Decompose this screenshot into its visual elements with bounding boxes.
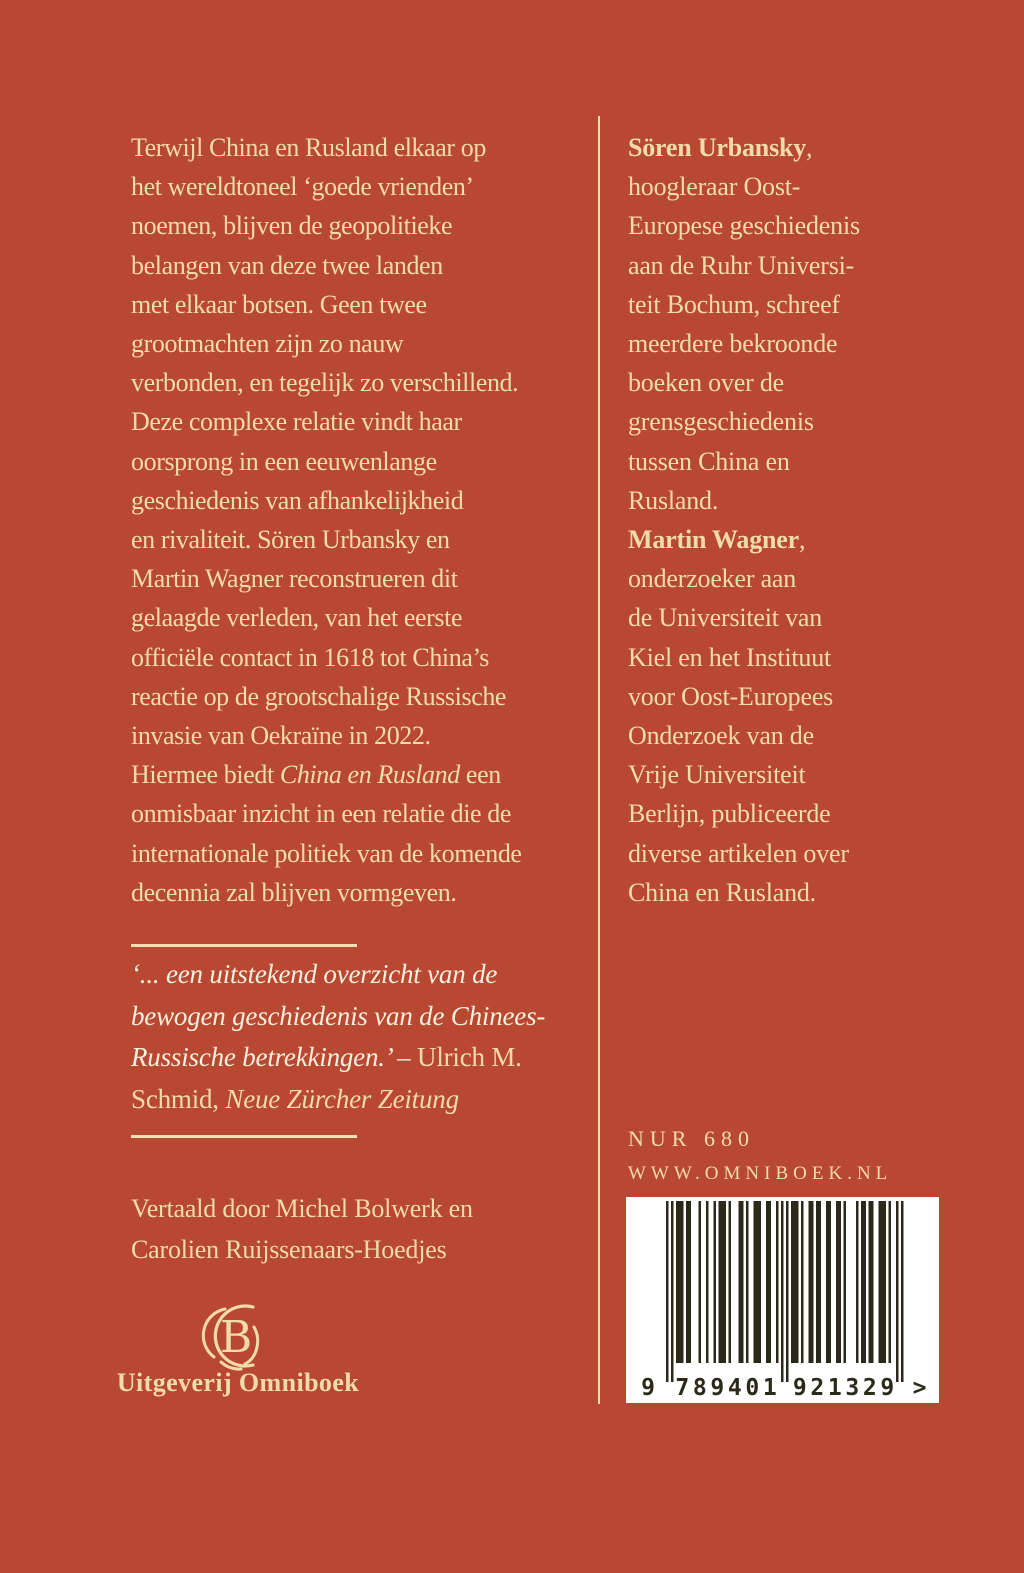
quote-rule-bottom (131, 1135, 357, 1138)
quote-line: bewogen geschiedenis van de Chinees- (131, 1000, 546, 1031)
quote-line: ‘... een uitstekend overzicht van de (131, 959, 498, 989)
translator-credit (131, 1188, 473, 1270)
quote-text: Russische betrekkingen.’ – (131, 1042, 418, 1072)
svg-text:2: 2 (862, 1375, 877, 1401)
blurb-line: belangen van deze twee landen (131, 250, 443, 280)
column-divider (598, 116, 600, 1404)
svg-text:9: 9 (710, 1375, 725, 1401)
translator-line: Vertaald door Michel Bolwerk en (131, 1194, 473, 1223)
svg-text:2: 2 (810, 1375, 825, 1401)
blurb-line: oorsprong in een eeuwenlange (131, 446, 437, 476)
blurb-line: internationale politiek van de komende (131, 838, 522, 868)
book-title-italic: China en Rusland (279, 760, 460, 790)
blurb-line: reactie op de grootschalige Russische (131, 681, 507, 711)
blurb-line: invasie van Oekraïne in 2022. (131, 721, 431, 751)
blurb-line: het wereldtoneel ‘goede vrienden’ (131, 172, 474, 202)
blurb-text: Hiermee biedt (131, 760, 280, 790)
author-name-line (628, 128, 998, 167)
logo-letter: B (219, 1312, 253, 1363)
bio-line: boeken over de (628, 368, 785, 398)
quote-line (131, 1037, 601, 1079)
bio-line: de Universiteit van (628, 603, 823, 633)
bio-line: Rusland. (628, 485, 719, 515)
blurb-line-book-title (131, 755, 593, 794)
bio-line: grensgeschiedenis (628, 407, 814, 437)
svg-text:1: 1 (762, 1375, 777, 1401)
bio-line: onderzoeker aan (628, 564, 797, 594)
bio-line: Vrije Universiteit (628, 760, 806, 790)
svg-text:1: 1 (827, 1375, 842, 1401)
svg-text:9: 9 (641, 1375, 655, 1401)
svg-text:8: 8 (692, 1375, 707, 1401)
blurb-column (131, 128, 593, 912)
bio-line: aan de Ruhr Universi- (628, 250, 855, 280)
svg-text:7: 7 (675, 1375, 690, 1401)
bio-line: Europese geschiedenis (628, 211, 860, 241)
author-name: Sören Urbansky (628, 133, 807, 162)
svg-text:0: 0 (745, 1375, 760, 1401)
bio-line: diverse artikelen over (628, 838, 849, 868)
blurb-line: officiële contact in 1618 tot China’s (131, 642, 490, 672)
bio-line: meerdere bekroonde (628, 329, 838, 359)
svg-text:3: 3 (845, 1375, 860, 1401)
svg-text:9: 9 (792, 1375, 807, 1401)
bio-line: voor Oost-Europees (628, 681, 834, 711)
omniboek-logo-icon (194, 1300, 280, 1378)
bio-line: hoogleraar Oost- (628, 172, 801, 202)
bio-line: teit Bochum, schreef (628, 289, 840, 319)
blurb-line: met elkaar botsen. Geen twee (131, 289, 427, 319)
blurb-line: noemen, blijven de geopolitieke (131, 211, 453, 241)
author-bios-column (628, 128, 998, 912)
blurb-line: geschiedenis van afhankelijkheid (131, 485, 464, 515)
publisher-website: WWW.OMNIBOEK.NL (628, 1163, 893, 1184)
bio-line: Berlijn, publiceerde (628, 799, 831, 829)
nur-code: NUR 680 (628, 1126, 755, 1151)
author-name-line (628, 520, 998, 559)
blurb-line: onmisbaar inzicht in een relatie die de (131, 799, 512, 829)
ean13-barcode (626, 1197, 939, 1403)
blurb-line: Martin Wagner reconstrueren dit (131, 564, 458, 594)
author-name-sep: , (806, 133, 813, 162)
svg-text:>: > (912, 1375, 927, 1401)
bio-line: tussen China en (628, 446, 790, 476)
bio-line: China en Rusland. (628, 877, 816, 907)
blurb-line: Deze complexe relatie vindt haar (131, 407, 462, 437)
blurb-text: een (459, 760, 501, 790)
reviewer-name: Ulrich M. (417, 1042, 522, 1072)
review-quote (131, 954, 601, 1120)
bio-line: Kiel en het Instituut (628, 642, 832, 672)
svg-text:4: 4 (727, 1375, 742, 1401)
blurb-line: Terwijl China en Rusland elkaar op (131, 133, 486, 162)
quote-rule-top (131, 944, 357, 947)
blurb-line: grootmachten zijn zo nauw (131, 329, 404, 359)
blurb-line: en rivaliteit. Sören Urbansky en (131, 525, 450, 555)
blurb-line: gelaagde verleden, van het eerste (131, 603, 463, 633)
svg-text:9: 9 (880, 1375, 895, 1401)
reviewer-name: Schmid, (131, 1083, 226, 1114)
translator-line: Carolien Ruijssenaars-Hoedjes (131, 1235, 447, 1264)
review-source: Neue Zürcher Zeitung (225, 1083, 459, 1114)
blurb-line: decennia zal blijven vormgeven. (131, 877, 457, 907)
blurb-line: verbonden, en tegelijk zo verschillend. (131, 368, 519, 398)
author-name-sep: , (798, 525, 806, 555)
publisher-name: Uitgeverij Omniboek (116, 1368, 360, 1397)
meta-block (628, 1126, 892, 1185)
bio-line: Onderzoek van de (628, 721, 814, 751)
author-name: Martin Wagner (628, 525, 799, 555)
quote-line (131, 1079, 601, 1121)
